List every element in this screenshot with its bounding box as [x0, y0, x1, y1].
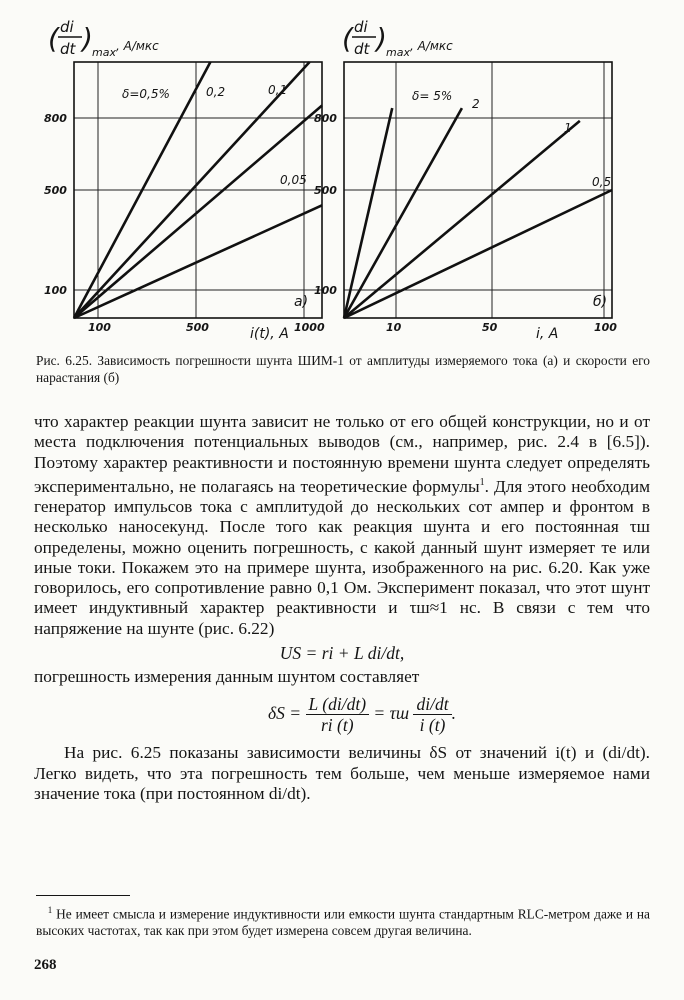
fraction-1	[306, 694, 370, 736]
y-tick-label: 800	[314, 112, 337, 125]
x-tick-label: 10	[386, 321, 402, 334]
ylabel-sub: max	[92, 46, 116, 59]
fraction-1-num: L (di/dt)	[306, 694, 370, 715]
ylabel-den: dt	[60, 40, 76, 58]
series-label: 1	[564, 121, 572, 135]
y-tick-label: 800	[44, 112, 67, 125]
x-tick-label: 1000	[294, 321, 325, 334]
formula-voltage: US = ri + L di/dt,	[279, 643, 405, 664]
chart-panel-a	[44, 18, 325, 342]
formula-lhs: δS =	[268, 702, 302, 723]
panel-label: б)	[593, 294, 608, 310]
series-line	[344, 121, 580, 318]
series-label: δ= 5%	[412, 89, 453, 103]
fraction-2-num: di/dt	[413, 694, 451, 715]
y-tick-label: 500	[44, 184, 67, 197]
series-line	[74, 205, 322, 318]
figure-6-25	[0, 0, 684, 350]
footnote	[36, 902, 650, 939]
x-tick-label: 50	[482, 321, 498, 334]
paragraph-1	[34, 412, 650, 639]
fraction-1-den: ri (t)	[320, 714, 354, 735]
footnote-rule	[36, 895, 130, 896]
ylabel-sub: max	[386, 46, 410, 59]
footnote-text: Не имеет смысла и измерение индуктивности или емкости шунта стандартным RLC-метром даже и на высоких частотах, так как при этом будет измерена совсем другая величина.	[36, 906, 650, 938]
series-label: 0,2	[206, 85, 226, 99]
series-label: δ=0,5%	[122, 87, 170, 101]
ylabel-num: di	[60, 18, 74, 36]
ylabel-paren-right: )	[376, 22, 387, 55]
series-line	[344, 108, 392, 318]
fraction-2-den: i (t)	[419, 714, 446, 735]
formula-error	[74, 694, 650, 736]
y-tick-label: 100	[44, 284, 67, 297]
ylabel-den: dt	[354, 40, 370, 58]
paragraph-1-text: что характер реакции шунта зависит не только от его общей конструкции, но и от места подключения потенциальных выводов (см., например, рис. 2.4 в [6.5]). Поэтому характер реактивности и постоянную времени шунта следует определять экспериментально, не полагаясь на теоретические формулы	[34, 412, 650, 496]
series-label: 0,1	[268, 83, 288, 97]
y-tick-label: 100	[314, 284, 337, 297]
paragraph-3: На рис. 6.25 показаны зависимости величины δS от значений i(t) и (di/dt). Легко видеть, что эта погрешность тем больше, чем меньше измеряемое нами значение тока (при постоянном di/dt).	[34, 743, 650, 803]
y-tick-label: 500	[314, 184, 337, 197]
ylabel-unit: , А/мкс	[116, 39, 159, 53]
formula-end: .	[451, 702, 456, 723]
x-tick-label: 500	[186, 321, 209, 334]
paragraph-2: погрешность измерения данным шунтом составляет	[34, 667, 420, 687]
ylabel-paren-left: (	[342, 22, 353, 55]
series-label: 0,05	[280, 173, 307, 187]
series-line	[344, 190, 612, 318]
series-label: 0,5	[592, 175, 612, 189]
x-axis-label: i, А	[536, 326, 559, 342]
page-number: 268	[34, 957, 57, 973]
ylabel-paren-left: (	[48, 22, 59, 55]
paragraph-1-text-cont: . Для этого необходим генератор импульсов тока с амплитудой до нескольких сот ампер и фронтом в несколько наносекунд. После того как реакция шунта и его постоянная τш определены, можно оценить погрешность, с какой данный шунт измеряет те или иные токи. Покажем это на примере шунта, изображенного на рис. 6.20. Как уже говорилось, его сопротивление равно 0,1 Ом. Эксперимент показал, что этот шунт имеет индуктивный характер реактивности и τш≈1 нс. В связи с тем что напряжение на шунте (рис. 6.22)	[34, 476, 650, 638]
panel-label: а)	[294, 294, 309, 310]
formula-mid: = τш	[373, 702, 410, 723]
chart-panel-b	[314, 18, 617, 342]
fraction-2	[413, 694, 451, 736]
x-axis-label: i(t), А	[250, 326, 289, 342]
series-line	[74, 106, 322, 318]
footnote-ref: 1	[479, 476, 485, 488]
series-line	[344, 108, 462, 318]
figure-caption: Рис. 6.25. Зависимость погрешности шунта ШИМ-1 от амплитуды измеряемого тока (а) и скорости его нарастания (б)	[36, 353, 650, 385]
ylabel-paren-right: )	[82, 22, 93, 55]
ylabel-unit: , А/мкс	[410, 39, 453, 53]
ylabel-num: di	[354, 18, 368, 36]
x-tick-label: 100	[88, 321, 111, 334]
x-tick-label: 100	[594, 321, 617, 334]
body-text	[34, 412, 650, 804]
series-label: 2	[472, 97, 480, 111]
footnote-mark: 1	[47, 905, 53, 915]
